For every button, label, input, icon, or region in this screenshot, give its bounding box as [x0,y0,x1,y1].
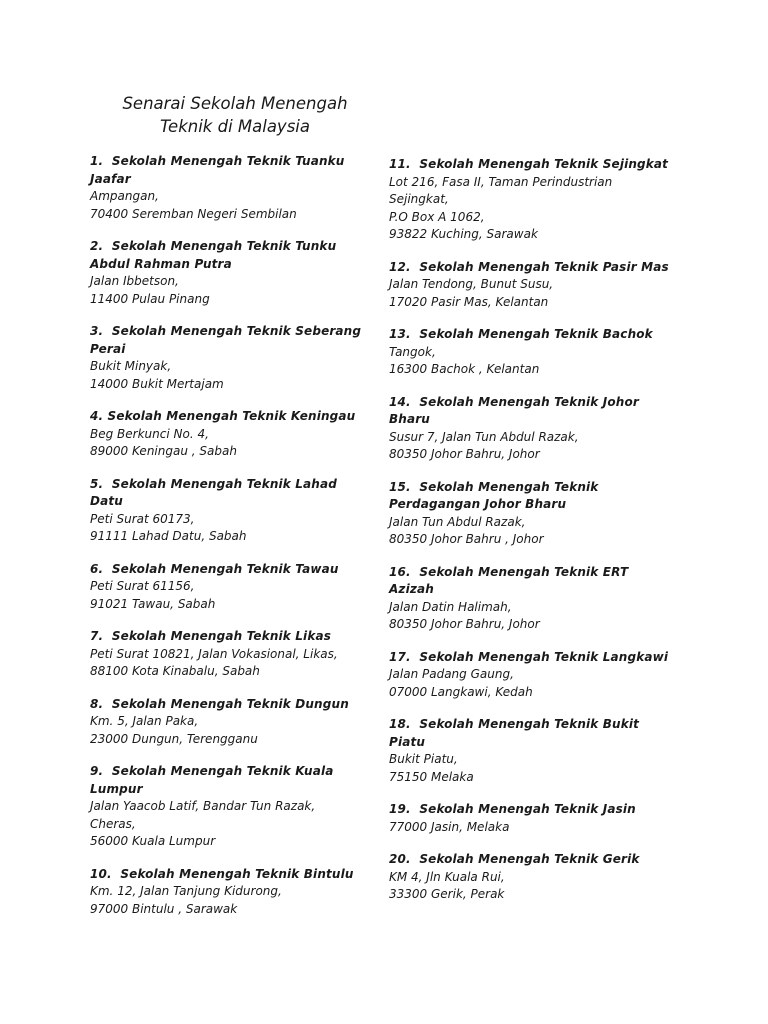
school-address: 11400 Pulau Pinang [90,291,210,306]
school-name: 20. Sekolah Menengah Teknik Gerik [389,852,640,866]
school-address: Km. 5, Jalan Paka, [90,714,199,728]
list-item [389,801,689,836]
school-address: Tangok, [389,344,436,359]
school-address: 17020 Pasir Mas, Kelantan [389,294,549,309]
school-address: Cheras, [90,816,136,831]
list-item [389,649,689,702]
school-name: 10. Sekolah Menengah Teknik Bintulu [90,866,354,881]
list-item [90,763,390,851]
school-address: KM 4, Jln Kuala Rui, [389,869,505,884]
list-item [90,696,390,749]
school-address: Bukit Piatu, [389,752,458,766]
list-item [389,259,689,312]
school-name: 13. Sekolah Menengah Teknik Bachok [389,327,653,341]
school-address: Beg Berkunci No. 4, [90,426,209,441]
school-address: 80350 Johor Bahru, Johor [389,447,540,461]
list-item [389,564,689,634]
list-item [90,628,390,681]
school-address: 70400 Seremban Negeri Sembilan [90,206,297,221]
school-name: 8. Sekolah Menengah Teknik Dungun [90,696,349,711]
school-address: Peti Surat 60173, [90,511,195,526]
school-address: Sejingkat, [389,192,449,206]
school-name: 17. Sekolah Menengah Teknik Langkawi [389,649,669,664]
school-name: 15. Sekolah Menengah Teknik [389,479,599,494]
school-name: 5. Sekolah Menengah Teknik Lahad [90,476,337,491]
school-address: Bukit Minyak, [90,359,172,373]
school-name: Lumpur [90,781,143,796]
school-address: 14000 Bukit Mertajam [90,376,224,391]
school-address: 80350 Johor Bahru, Johor [389,617,540,631]
school-address: Jalan Ibbetson, [90,274,179,288]
list-item [90,866,390,919]
school-address: 56000 Kuala Lumpur [90,834,216,848]
page-title-line-2: Teknik di Malaysia [160,117,310,136]
school-name: 7. Sekolah Menengah Teknik Likas [90,629,331,643]
school-address: 91111 Lahad Datu, Sabah [90,529,247,543]
school-list-left [90,153,390,918]
school-address: 23000 Dungun, Terengganu [90,731,258,746]
school-address: 97000 Bintulu , Sarawak [90,901,238,916]
school-address: 80350 Johor Bahru , Johor [389,532,544,546]
school-name: 3. Sekolah Menengah Teknik Seberang [90,324,362,338]
list-item [90,561,390,614]
school-name: 1. Sekolah Menengah Teknik Tuanku [90,154,345,168]
school-address: 75150 Melaka [389,769,474,784]
school-address: 93822 Kuching, Sarawak [389,227,538,241]
school-address: Km. 12, Jalan Tanjung Kidurong, [90,884,282,898]
page-title [90,92,380,138]
school-name: Perai [90,341,126,356]
school-address: 16300 Bachok , Kelantan [389,362,540,376]
school-name: 12. Sekolah Menengah Teknik Pasir Mas [389,259,669,274]
school-name: Piatu [389,734,426,749]
school-name: 14. Sekolah Menengah Teknik Johor [389,394,639,409]
school-address: Jalan Tendong, Bunut Susu, [389,277,554,291]
school-name: 11. Sekolah Menengah Teknik Sejingkat [389,157,669,171]
school-name: Perdagangan Johor Bharu [389,497,567,511]
list-item [90,323,390,393]
school-name: Azizah [389,582,434,596]
school-address: 89000 Keningau , Sabah [90,444,237,458]
list-item [90,153,390,223]
school-address: Jalan Tun Abdul Razak, [389,514,526,529]
school-address: 88100 Kota Kinabalu, Sabah [90,664,260,678]
school-name: 16. Sekolah Menengah Teknik ERT [389,564,629,579]
school-name: Datu [90,494,123,508]
school-address: Peti Surat 61156, [90,579,195,593]
page-title-line-1: Senarai Sekolah Menengah [122,94,348,113]
list-item [389,716,689,786]
school-address: 07000 Langkawi, Kedah [389,684,533,699]
school-name: 19. Sekolah Menengah Teknik Jasin [389,802,636,816]
school-address: Lot 216, Fasa II, Taman Perindustrian [389,174,613,189]
school-address: P.O Box A 1062, [389,209,485,224]
school-name: Bharu [389,412,430,426]
school-list-right [389,156,689,904]
school-address: Peti Surat 10821, Jalan Vokasional, Likas, [90,646,338,661]
list-item [90,476,390,546]
school-name: 4. Sekolah Menengah Teknik Keningau [90,409,356,423]
list-item [90,408,390,461]
list-item [389,851,689,904]
school-name: 2. Sekolah Menengah Teknik Tunku [90,239,337,253]
list-item [389,479,689,549]
list-item [389,394,689,464]
school-address: Susur 7, Jalan Tun Abdul Razak, [389,429,579,444]
school-address: Jalan Datin Halimah, [389,599,512,614]
school-name: 6. Sekolah Menengah Teknik Tawau [90,561,339,576]
school-name: Jaafar [90,171,131,186]
school-address: Ampangan, [90,189,159,203]
school-address: Jalan Yaacob Latif, Bandar Tun Razak, [90,799,316,813]
school-name: 9. Sekolah Menengah Teknik Kuala [90,764,334,778]
school-name: Abdul Rahman Putra [90,256,232,271]
school-address: 33300 Gerik, Perak [389,887,505,901]
school-address: 77000 Jasin, Melaka [389,819,510,834]
school-name: 18. Sekolah Menengah Teknik Bukit [389,717,640,731]
list-item [389,156,689,244]
list-item [90,238,390,308]
school-address: 91021 Tawau, Sabah [90,596,216,611]
list-item [389,326,689,379]
school-address: Jalan Padang Gaung, [389,667,514,681]
